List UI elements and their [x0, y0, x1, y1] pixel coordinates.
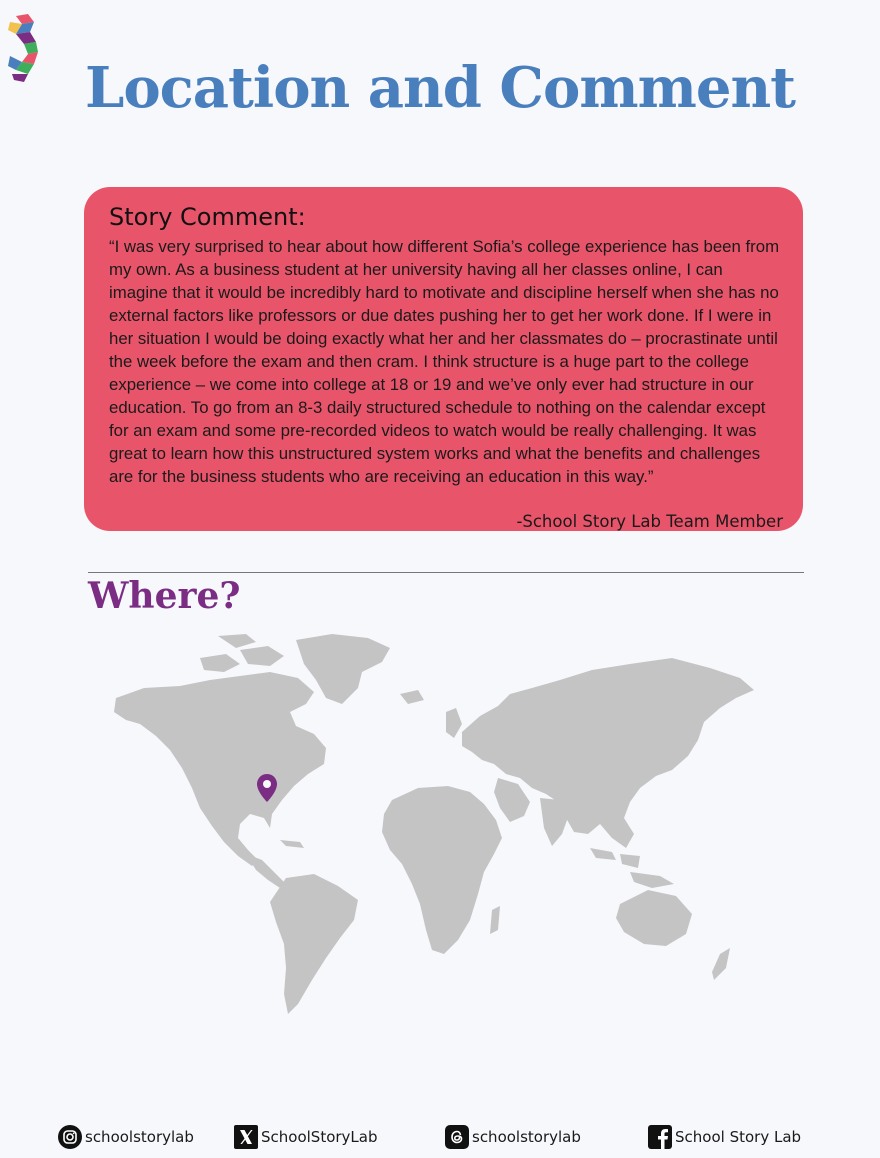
section-divider — [88, 572, 804, 573]
instagram-label: schoolstorylab — [85, 1128, 194, 1146]
threads-icon — [445, 1125, 469, 1149]
page-title: Location and Comment — [84, 55, 796, 121]
facebook-link[interactable] — [648, 1124, 801, 1150]
x-link[interactable] — [234, 1124, 378, 1150]
threads-link[interactable] — [445, 1124, 581, 1150]
instagram-icon — [58, 1125, 82, 1149]
facebook-label: School Story Lab — [675, 1128, 802, 1146]
comment-attribution: -School Story Lab Team Member — [516, 512, 783, 531]
x-label: SchoolStoryLab — [261, 1128, 378, 1146]
instagram-link[interactable] — [58, 1124, 194, 1150]
story-comment-box — [84, 187, 803, 531]
x-icon — [234, 1125, 258, 1149]
threads-label: schoolstorylab — [472, 1128, 581, 1146]
world-map — [100, 628, 780, 1023]
facebook-icon — [648, 1125, 672, 1149]
story-comment-text: “I was very surprised to hear about how different Sofia’s college experience has been from my own. As a business student at her university having all her classes online, I can imagine that it would be incredibly hard to motivate and discipline herself when she has no external factors like professors or due dates pushing her to get her work done. If I were in her situation I would be doing exactly what her and her classmates do – procrastinate until the week before the exam and then cram. I think structure is a huge part to the college experience – we come into college at 18 or 19 and we’ve only ever had structure in our education. To go from an 8-3 daily structured schedule to nothing on the calendar except for an exam and some pre-recorded videos to watch would be really challenging. It was great to learn how this unstructured system works and what the benefits and challenges are for the business students who are receiving an education in this way.” — [109, 237, 780, 486]
story-comment-heading: Story Comment: — [109, 203, 306, 231]
where-heading: Where? — [88, 575, 241, 617]
